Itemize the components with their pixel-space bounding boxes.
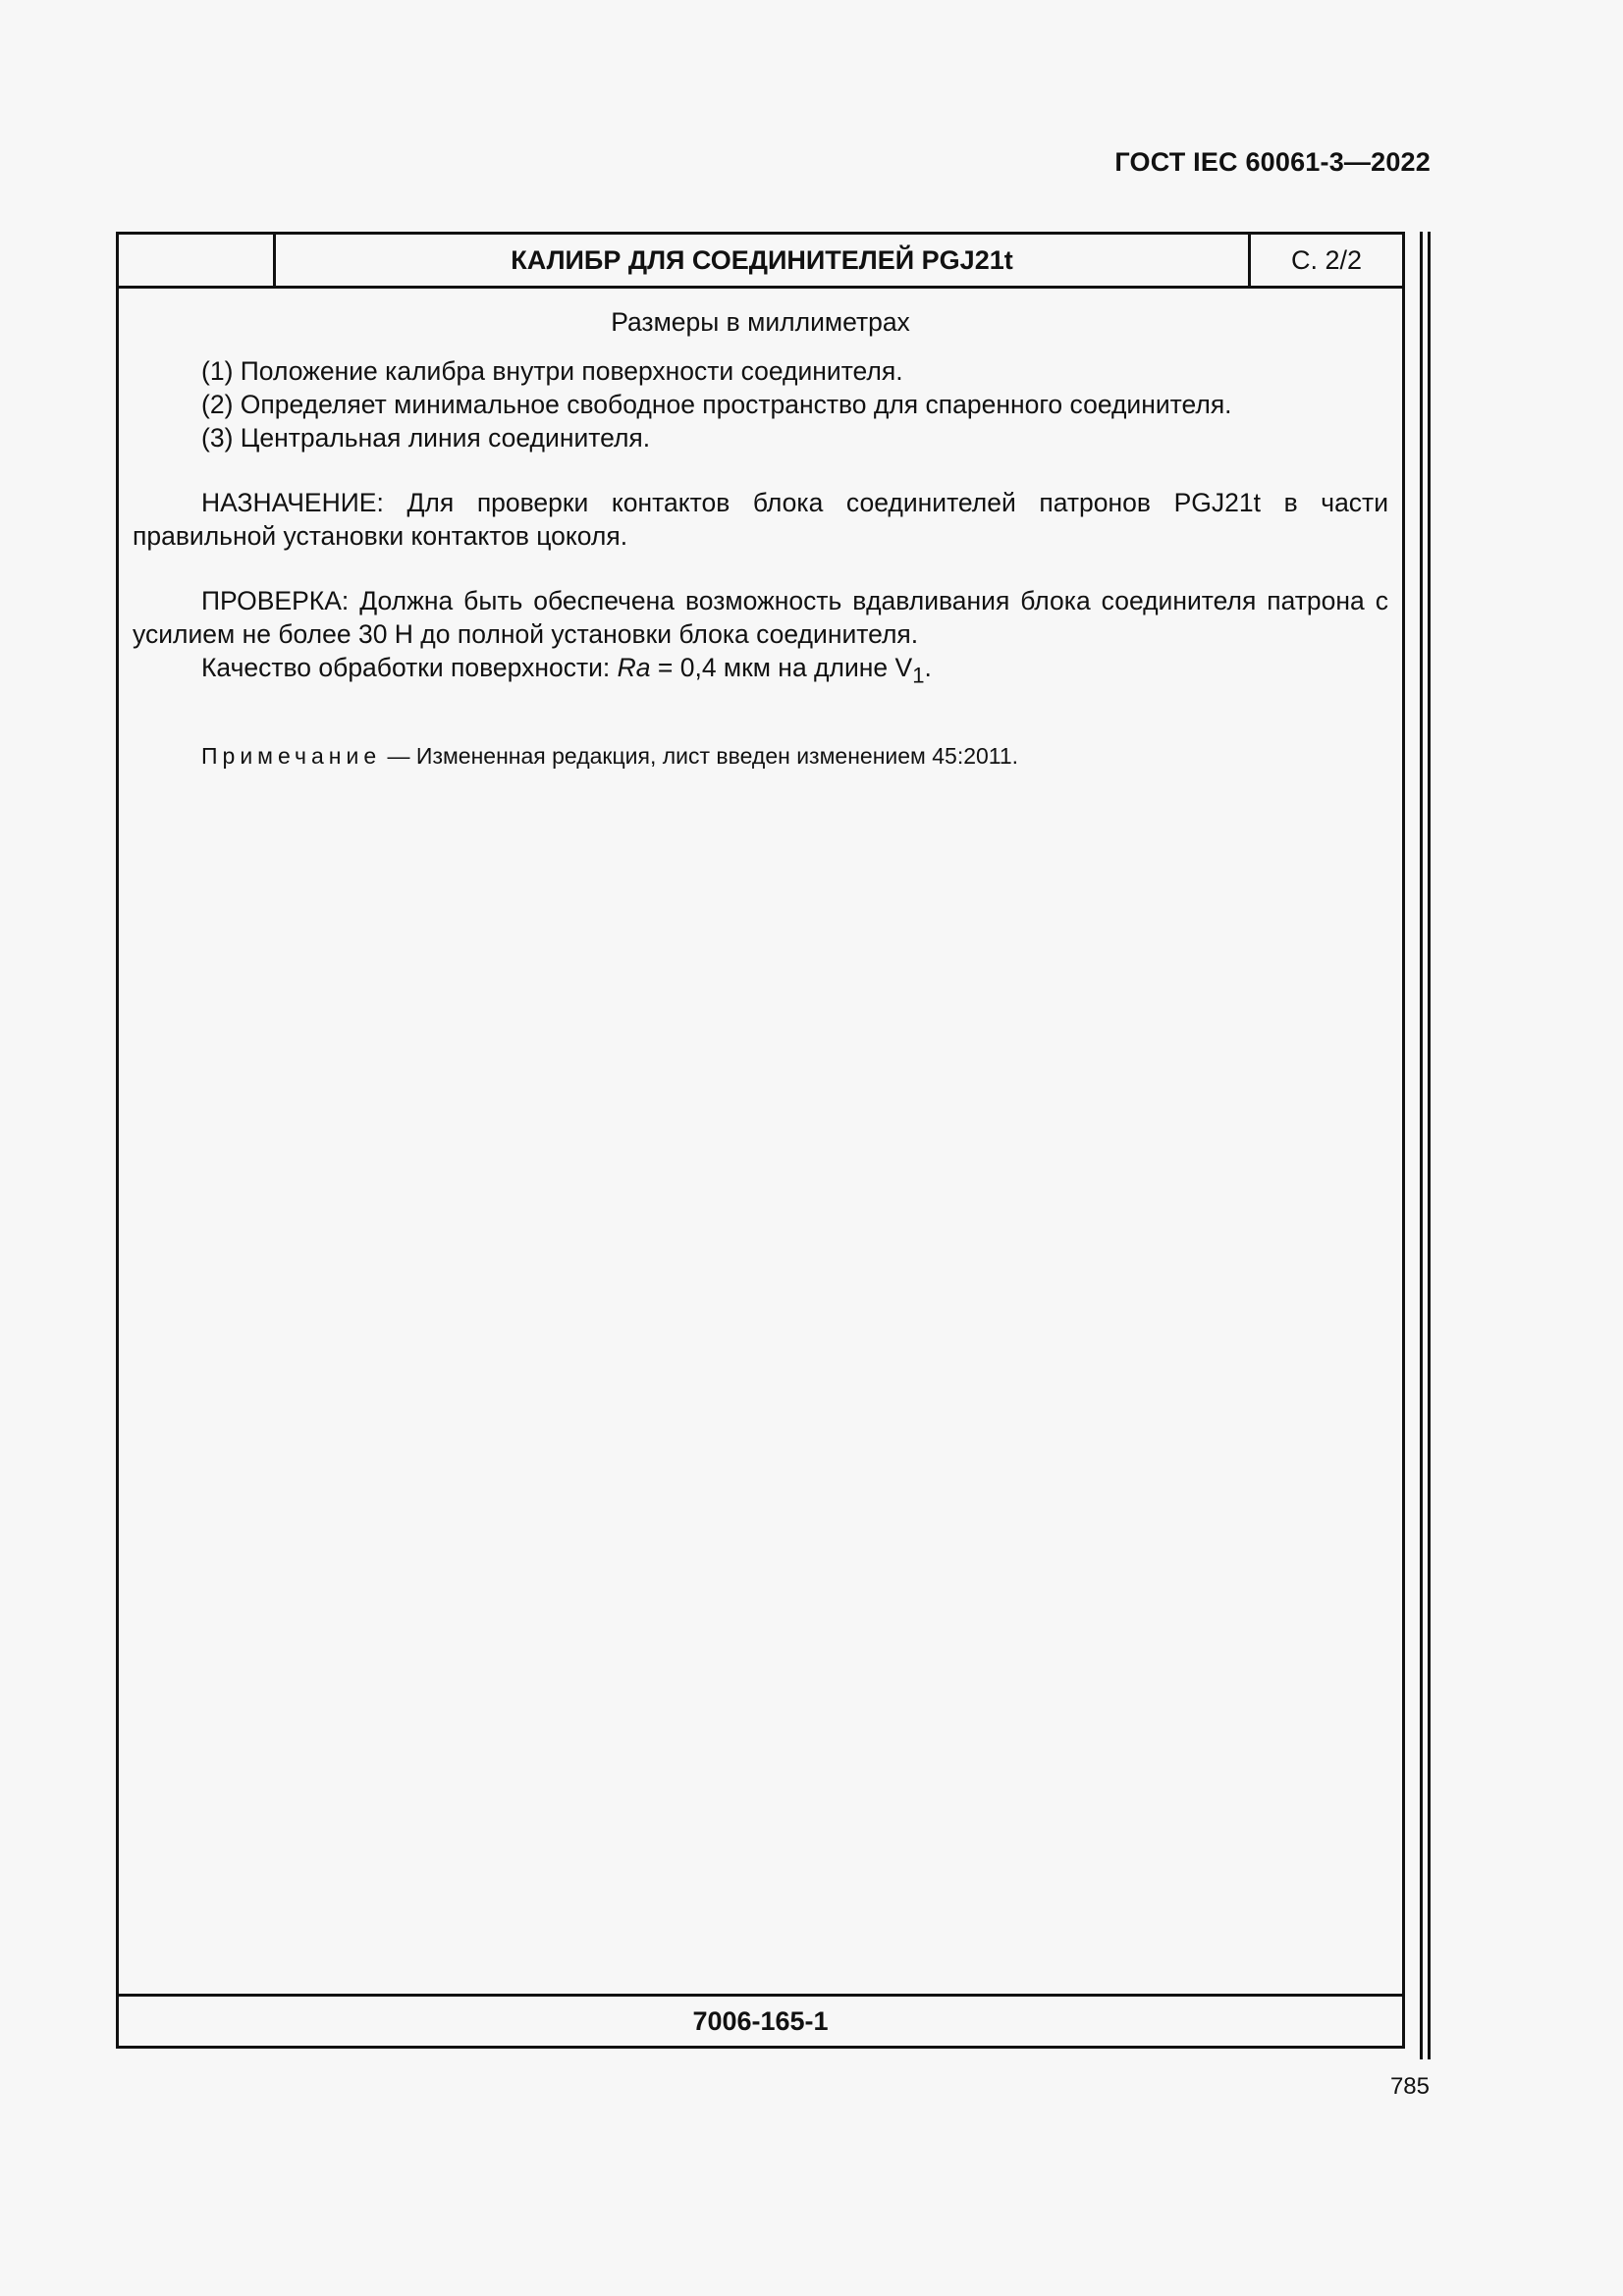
note-label: Примечание [201, 743, 382, 770]
purpose-paragraph: НАЗНАЧЕНИЕ: Для проверки контактов блока соединителей патронов PGJ21t в части правильной установки контактов цоколя. [133, 488, 1388, 551]
sheet-frame [116, 232, 1405, 2049]
binding-line [1420, 232, 1423, 2059]
note-text: — Измененная редакция, лист введен изменением 45:2011. [381, 743, 1019, 770]
sheet-page-indicator: С. 2/2 [1290, 244, 1363, 275]
dimensions-note: Размеры в миллиметрах [611, 307, 910, 337]
sheet-content [133, 305, 1388, 773]
check-paragraph: ПРОВЕРКА: Должна быть обеспечена возможность вдавливания блока соединителя патрона с усилием не более 30 Н до полной установки блока соединителя. [133, 586, 1388, 649]
binding-line [1428, 232, 1431, 2059]
list-item: (3) Центральная линия соединителя. [201, 423, 651, 453]
note-paragraph [133, 739, 1388, 773]
sheet-title: КАЛИБР ДЛЯ СОЕДИНИТЕЛЕЙ PGJ21t [276, 235, 1251, 286]
sheet-code: 7006-165-1 [119, 1994, 1402, 2046]
surface-quality-line: Качество обработки поверхности: Ra = 0,4 мкм на длине $V_1$. [201, 653, 932, 688]
title-empty-cell [119, 235, 276, 286]
list-item: (1) Положение калибра внутри поверхности соединителя. [201, 356, 903, 386]
list-item: (2) Определяет минимальное свободное пространство для спаренного соединителя. [201, 390, 1232, 419]
page-number: 785 [1389, 2073, 1430, 2100]
title-row [119, 235, 1402, 289]
standard-header: ГОСТ IEC 60061-3—2022 [1114, 147, 1431, 177]
